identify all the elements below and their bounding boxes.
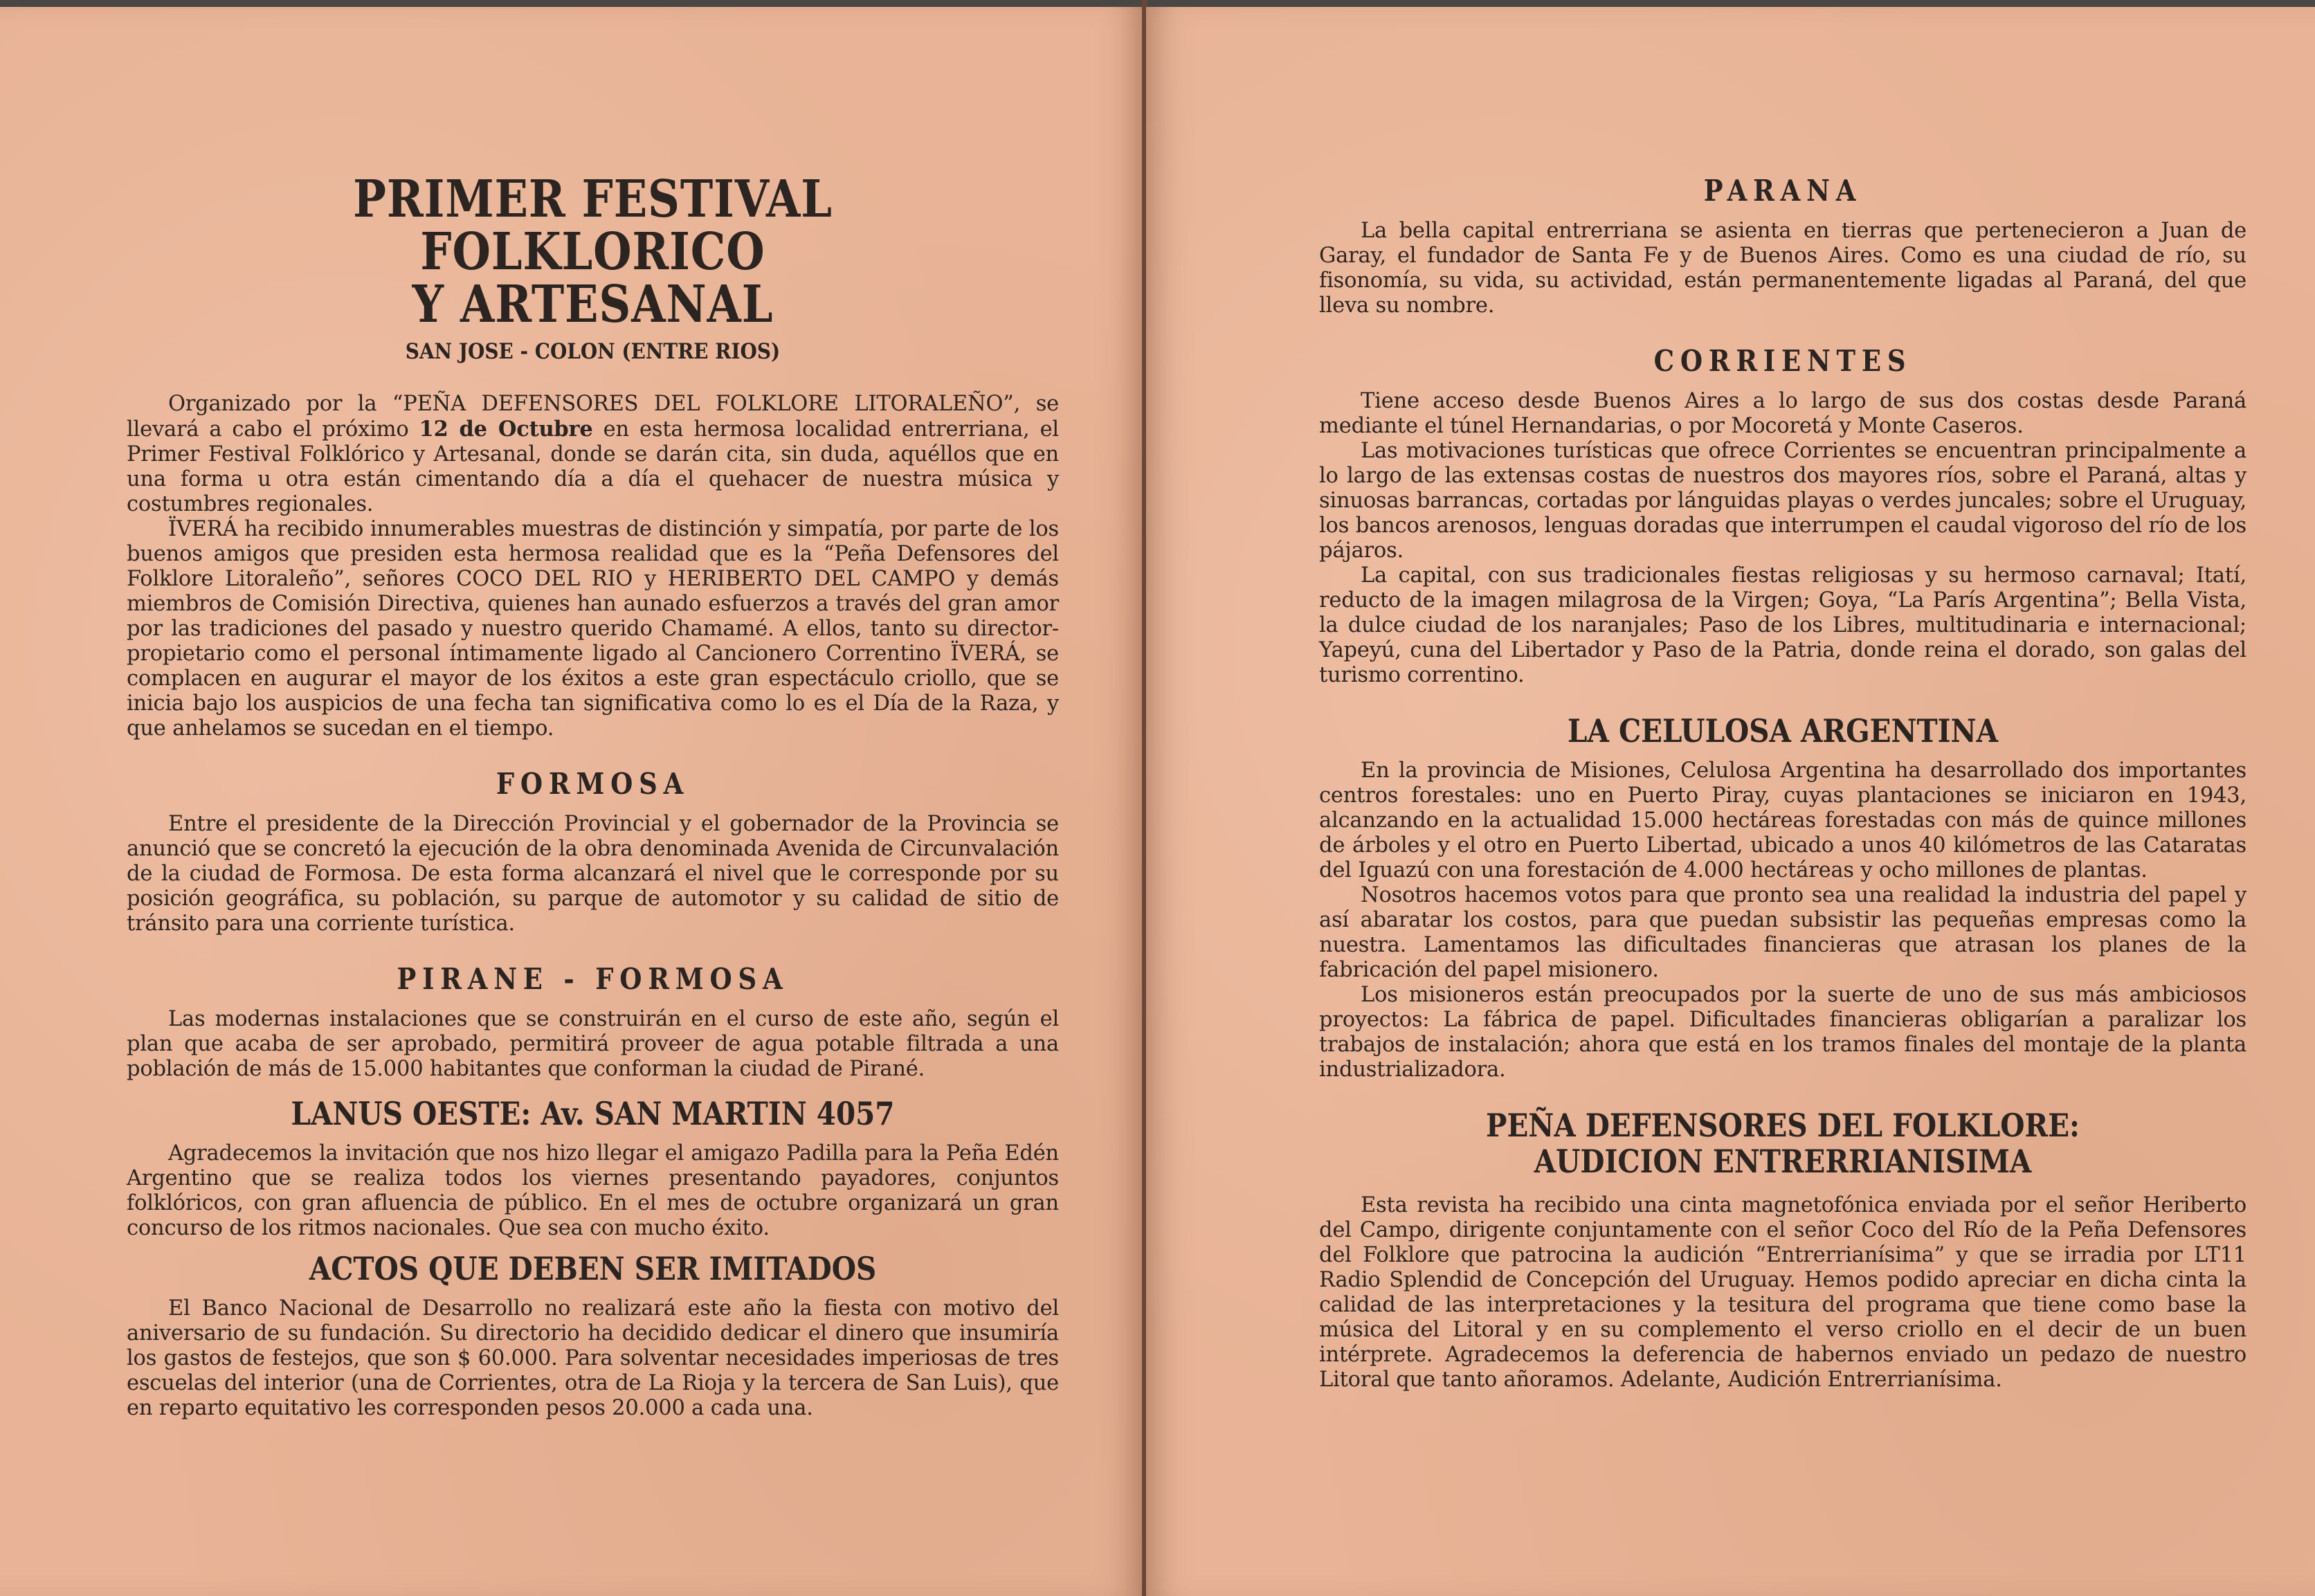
festival-title-line1: PRIMER FESTIVAL FOLKLORICO — [353, 170, 833, 282]
section-heading-actos: ACTOS QUE DEBEN SER IMITADOS — [309, 1250, 877, 1287]
section-heading-parana: PARANA — [1703, 174, 1862, 208]
section-paragraph: Los misioneros están preocupados por la suerte de uno de sus más ambiciosos proyectos: La fábrica de papel. Dificultades financieras obligarían a paralizar los trabajos de instalación; ahora que está en los tramos finales del montaje de la planta industrializadora. — [1319, 983, 2246, 1082]
section-heading-pena — [1374, 1107, 2190, 1179]
section-heading-celulosa: LA CELULOSA ARGENTINA — [1568, 712, 1998, 750]
section-heading-formosa: FORMOSA — [496, 767, 690, 801]
text-run: en esta hermosa localidad entrerriana, el Primer Festival Folklórico y Artesanal, donde se darán cita, sin duda, aquéllos que en una forma u otra están cimentando día a día el quehacer de nuestra música y costumbres regionales. — [127, 417, 1059, 516]
section-paragraph: El Banco Nacional de Desarrollo no realizará este año la fiesta con motivo del aniversario de su fundación. Su directorio ha decidido dedicar el dinero que insumiría los gastos de festejos, que son $ 60.000. Para solventar necesidades imperiosas de tres escuelas del interior (una de Corrientes, otra de La Rioja y la tercera de San Luis), que en reparto equitativo les corresponden pesos 20.000 a cada una. — [127, 1296, 1059, 1420]
section-paragraph: La capital, con sus tradicionales fiestas religiosas y su hermoso carnaval; Itatí, reducto de la imagen milagrosa de la Virgen; Goya, “La París Argentina”; Bella Vista, la dulce ciudad de los naranjales; Paso de los Libres, multitudinaria e internacional; Yapeyú, cuna del Libertador y Paso de la Patria, donde reina el dorado, son galas del turismo correntino. — [1319, 563, 2246, 687]
section-paragraph: Agradecemos la invitación que nos hizo llegar el amigazo Padilla para la Peña Edén Argentino que se realiza todos los viernes presentando payadores, conjuntos folklóricos, con gran afluencia de público. En el mes de octubre organizará un gran concurso de los ritmos nacionales. Que sea con mucho éxito. — [127, 1141, 1059, 1240]
section-paragraph: Entre el presidente de la Dirección Provincial y el gobernador de la Provincia se anunció que se concretó la ejecución de la obra denominada Avenida de Circunvalación de la ciudad de Formosa. De esta forma alcanzará el nivel que le corresponde por su posición geográfica, su población, su parque de automotor y su calidad de sitio de tránsito para una corriente turística. — [127, 812, 1059, 936]
text-run: Organizado por la “PEÑA DEFENSORES DEL FOLKLORE LITORALEÑO”, se llevará a cabo el próximo — [127, 392, 1059, 442]
festival-title-line2: Y ARTESANAL — [412, 275, 774, 334]
festival-title — [192, 170, 993, 334]
section-heading-pena-line1: PEÑA DEFENSORES DEL FOLKLORE: — [1486, 1107, 2080, 1144]
festival-subtitle: SAN JOSE - COLON (ENTRE RIOS) — [405, 339, 781, 364]
festival-paragraph: ÏVERÁ ha recibido innumerables muestras de distinción y simpatía, por parte de los buenos amigos que presiden esta hermosa realidad que es la “Peña Defensores del Folklore Litoraleño”, señores COCO DEL RIO y HERIBERTO DEL CAMPO y demás miembros de Comisión Directiva, quienes han aunado esfuerzos a través del gran amor por las tradiciones del pasado y nuestro querido Chamamé. A ellos, tanto su director-propietario como el personal íntimamente ligado al Cancionero Correntino ÏVERÁ, se complacen en augurar el mayor de los éxitos a este gran espectáculo criollo, que se inicia bajo los auspicios de una fecha tan significativa como lo es el Día de la Raza, y que anhelamos se sucedan en el tiempo. — [127, 517, 1059, 741]
left-page — [0, 7, 1143, 1596]
section-paragraph: Las motivaciones turísticas que ofrece Corrientes se encuentran principalmente a lo largo de las extensas costas de nuestros dos mayores ríos, sobre el Paraná, altas y sinuosas barrancas, cortadas por lánguidas playas o verdes juncales; sobre el Uruguay, los bancos arenosos, lenguas doradas que interrumpen el caudal vigoroso del río de los pájaros. — [1319, 439, 2246, 563]
section-paragraph: Nosotros hacemos votos para que pronto sea una realidad la industria del papel y así abaratar los costos, para que puedan subsistir las pequeñas empresas como la nuestra. Lamentamos las dificultades financieras que atrasan los planes de la fabricación del papel misionero. — [1319, 883, 2246, 982]
right-column — [1319, 173, 2246, 1393]
section-paragraph: Las modernas instalaciones que se construirán en el curso de este año, según el plan que acaba de ser aprobado, permitirá proveer de agua potable filtrada a una población de más de 15.000 habitantes que conforman la ciudad de Pirané. — [127, 1007, 1059, 1081]
section-paragraph: Esta revista ha recibido una cinta magnetofónica enviada por el señor Heriberto del Campo, dirigente conjuntamente con el señor Coco del Río de la Peña Defensores del Folklore que patrocina la audición “Entrerrianísima” y que se irradia por LT11 Radio Splendid de Concepción del Uruguay. Hemos podido apreciar en dicha cinta la calidad de las interpretaciones y la tesitura del programa que tiene como base la música del Litoral y en su complemento el verso criollo en el decir de un buen intérprete. Agradecemos la deferencia de habernos enviado un pedazo de nuestro Litoral que tanto añoramos. Adelante, Audición Entrerrianísima. — [1319, 1193, 2246, 1392]
section-heading-pena-line2: AUDICION ENTRERRIANISIMA — [1534, 1143, 2032, 1180]
festival-paragraph — [127, 392, 1059, 517]
section-paragraph: La bella capital entrerriana se asienta en tierras que pertenecieron a Juan de Garay, el fundador de Santa Fe y de Buenos Aires. Como es una ciudad de río, su fisonomía, su vida, su actividad, están permanentemente ligadas al Paraná, del que lleva su nombre. — [1319, 219, 2246, 318]
section-paragraph: En la provincia de Misiones, Celulosa Argentina ha desarrollado dos importantes centros forestales: uno en Puerto Piray, cuyas plantaciones se iniciaron en 1943, alcanzando en la actualidad 15.000 hectáreas forestadas con más de quince millones de árboles y el otro en Puerto Libertad, ubicado a unos 40 kilómetros de las Cataratas del Iguazú con una forestación de 4.000 hectáreas y ocho millones de plantas. — [1319, 759, 2246, 882]
section-heading-pirane: PIRANE - FORMOSA — [397, 962, 789, 996]
festival-date: 12 de Octubre — [419, 417, 593, 442]
section-heading-lanus: LANUS OESTE: Av. SAN MARTIN 4057 — [291, 1095, 895, 1132]
section-heading-corrientes: CORRIENTES — [1653, 344, 1912, 378]
right-page — [1146, 7, 2315, 1596]
left-column — [127, 170, 1059, 1421]
section-paragraph: Tiene acceso desde Buenos Aires a lo largo de sus dos costas desde Paraná mediante el túnel Hernandarias, o por Mocoretá y Monte Caseros. — [1319, 389, 2246, 438]
